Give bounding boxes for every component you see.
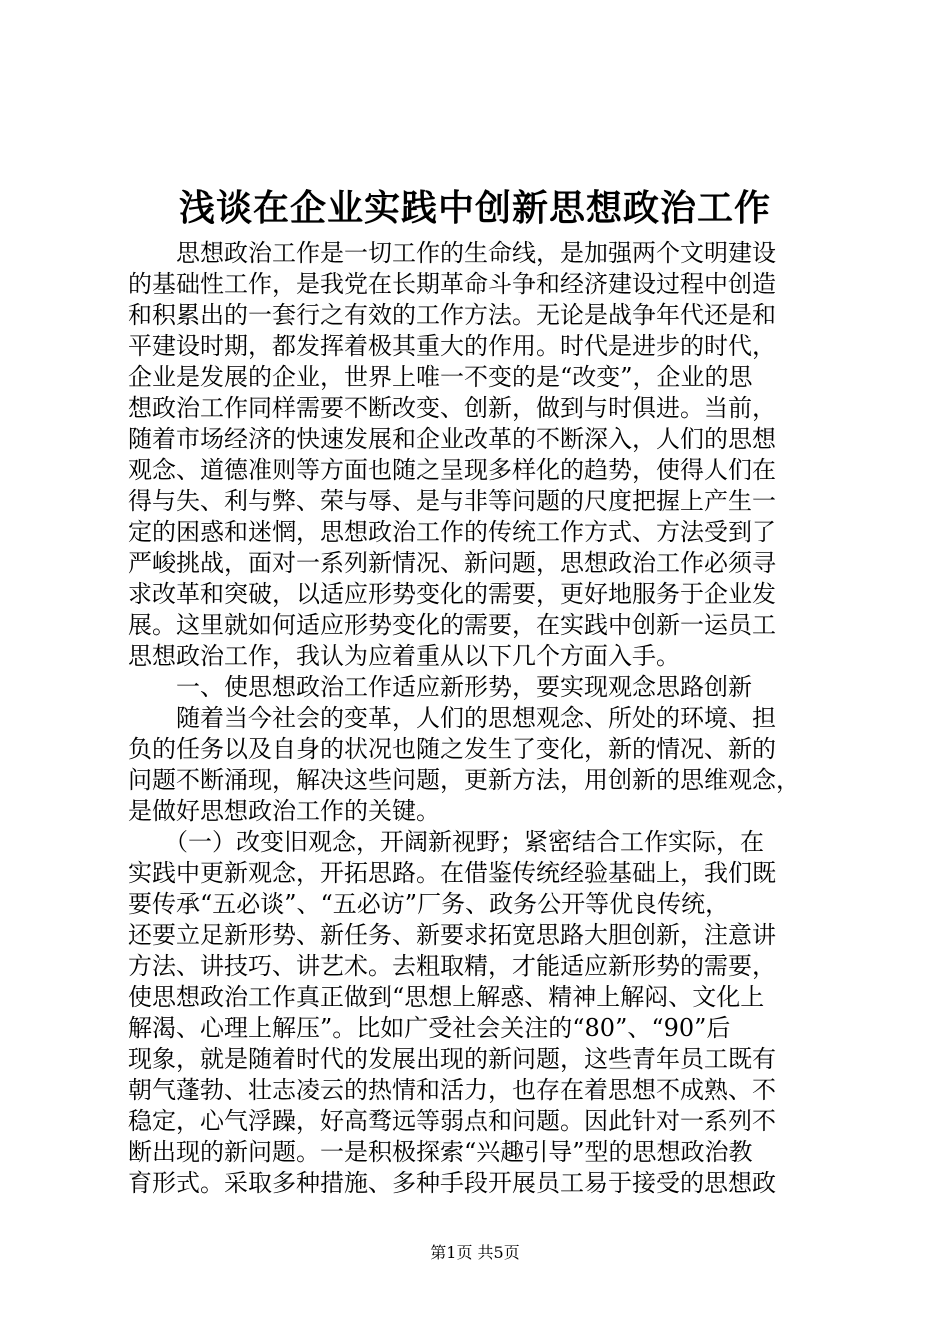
text-line: 企业是发展的企业，世界上唯一不变的是“改变”，企业的思 <box>128 363 753 391</box>
page-footer: 第1页 共5页 <box>430 1243 520 1262</box>
text-line: 育形式。采取多种措施、多种手段开展员工易于接受的思想政 <box>128 1169 776 1197</box>
text-line: 要传承“五必谈”、“五必访”厂务、政务公开等优良传统， <box>128 890 730 918</box>
text-line: 得与失、利与弊、荣与辱、是与非等问题的尺度把握上产生一 <box>128 487 776 515</box>
text-line: 还要立足新形势、新任务、新要求拓宽思路大胆创新，注意讲 <box>128 921 776 949</box>
text-line: 使思想政治工作真正做到“思想上解惑、精神上解闷、文化上 <box>128 983 765 1011</box>
text-line: 思想政治工作，我认为应着重从以下几个方面入手。 <box>128 642 680 670</box>
text-line: 思想政治工作是一切工作的生命线，是加强两个文明建设 <box>128 239 776 267</box>
text-line: 现象，就是随着时代的发展出现的新问题，这些青年员工既有 <box>128 1045 776 1073</box>
document-title: 浅谈在企业实践中创新思想政治工作 <box>178 187 771 229</box>
text-line: 朝气蓬勃、壮志凌云的热情和活力，也存在着思想不成熟、不 <box>128 1076 776 1104</box>
text-line: 解渴、心理上解压”。比如广受社会关注的“80”、“90”后 <box>128 1014 731 1042</box>
text-line: 平建设时期，都发挥着极其重大的作用。时代是进步的时代， <box>128 332 776 360</box>
text-line: 断出现的新问题。一是积极探索“兴趣引导”型的思想政治教 <box>128 1138 753 1166</box>
text-line: 随着市场经济的快速发展和企业改革的不断深入，人们的思想 <box>128 425 776 453</box>
text-line: 是做好思想政治工作的关键。 <box>128 797 440 825</box>
text-line: 稳定，心气浮躁，好高骛远等弱点和问题。因此针对一系列不 <box>128 1107 776 1135</box>
text-line: 一、使思想政治工作适应新形势，要实现观念思路创新 <box>128 673 752 701</box>
text-line: 定的困惑和迷惘，思想政治工作的传统工作方式、方法受到了 <box>128 518 776 546</box>
text-line: 负的任务以及自身的状况也随之发生了变化，新的情况、新的 <box>128 735 776 763</box>
text-line: 实践中更新观念，开拓思路。在借鉴传统经验基础上，我们既 <box>128 859 776 887</box>
text-line: 严峻挑战，面对一系列新情况、新问题，思想政治工作必须寻 <box>128 549 776 577</box>
text-line: 和积累出的一套行之有效的工作方法。无论是战争年代还是和 <box>128 301 776 329</box>
text-line: 的基础性工作，是我党在长期革命斗争和经济建设过程中创造 <box>128 270 776 298</box>
text-line: 求改革和突破，以适应形势变化的需要，更好地服务于企业发 <box>128 580 776 608</box>
text-line: 想政治工作同样需要不断改变、创新，做到与时俱进。当前， <box>128 394 776 422</box>
text-line: （一）改变旧观念，开阔新视野；紧密结合工作实际，在 <box>128 828 764 856</box>
document-body <box>128 238 828 1199</box>
text-line: 问题不断涌现，解决这些问题，更新方法，用创新的思维观念， <box>128 766 800 794</box>
text-line: 观念、道德准则等方面也随之呈现多样化的趋势，使得人们在 <box>128 456 776 484</box>
text-line: 方法、讲技巧、讲艺术。去粗取精，才能适应新形势的需要， <box>128 952 776 980</box>
text-line: 展。这里就如何适应形势变化的需要，在实践中创新一运员工 <box>128 611 776 639</box>
text-line: 随着当今社会的变革，人们的思想观念、所处的环境、担 <box>128 704 776 732</box>
